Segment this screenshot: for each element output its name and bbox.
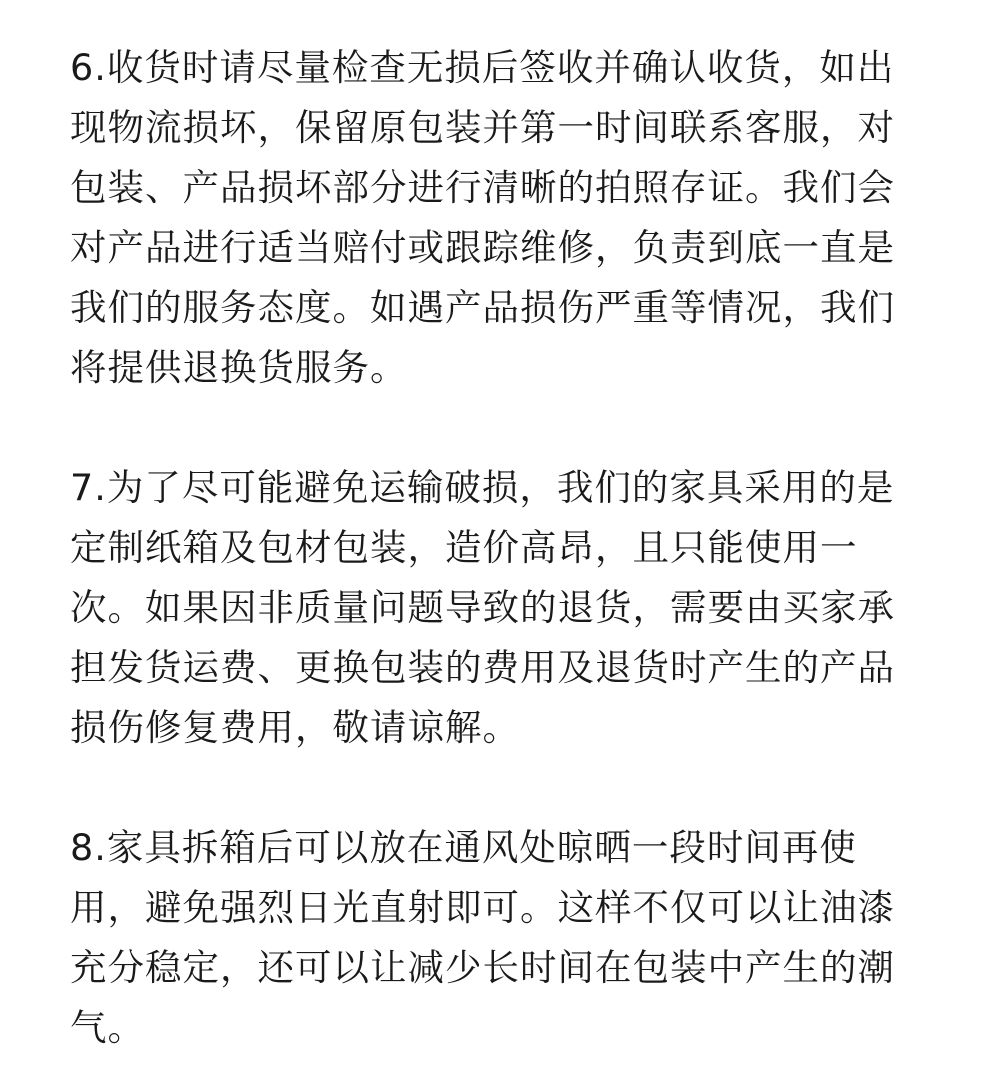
paragraph-item-6: 6.收货时请尽量检查无损后签收并确认收货，如出现物流损坏，保留原包装并第一时间联系客服，对包装、产品损坏部分进行清晰的拍照存证。我们会对产品进行适当赔付或跟踪维修，负责到底一直是我们的服务态度。如遇产品损伤严重等情况，我们将提供退换货服务。: [70, 46, 895, 389]
document-body: [70, 38, 930, 1058]
paragraph-item-7: 7.为了尽可能避免运输破损，我们的家具采用的是定制纸箱及包材包装，造价高昂，且只能使用一次。如果因非质量问题导致的退货，需要由买家承担发货运费、更换包装的费用及退货时产生的产品损伤修复费用，敬请谅解。: [70, 466, 895, 749]
paragraph-item-8: 8.家具拆箱后可以放在通风处晾晒一段时间再使用，避免强烈日光直射即可。这样不仅可以让油漆充分稳定，还可以让减少长时间在包装中产生的潮气。: [70, 826, 895, 1049]
